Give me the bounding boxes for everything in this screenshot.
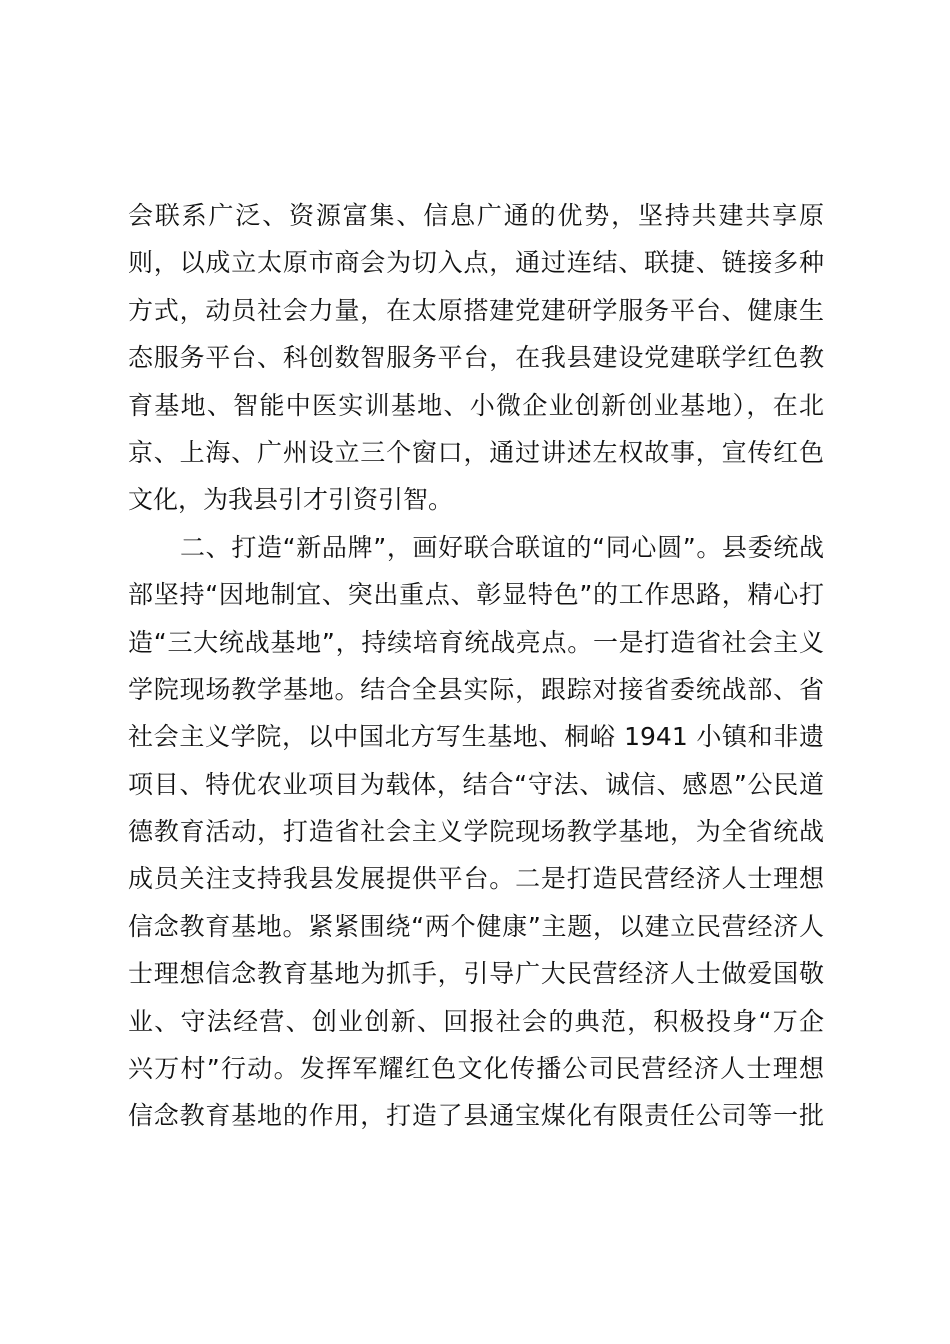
text-line: 京、上海、广州设立三个窗口，通过讲述左权故事，宣传红色 (128, 437, 824, 467)
document-body (128, 192, 824, 1140)
text-line-first-indented: 二、打造“新品牌”，画好联合联谊的“同心圆”。县委统战 (180, 532, 824, 562)
text-line: 育基地、智能中医实训基地、小微企业创新创业基地），在北 (128, 390, 824, 420)
text-line: 社会主义学院，以中国北方写生基地、桐峪 1941 小镇和非遗 (128, 722, 824, 752)
text-line: 士理想信念教育基地为抓手，引导广大民营经济人士做爱国敬 (128, 959, 824, 989)
text-line: 则，以成立太原市商会为切入点，通过连结、联捷、链接多种 (128, 248, 824, 278)
text-line: 学院现场教学基地。结合全县实际，跟踪对接省委统战部、省 (128, 674, 824, 704)
text-line: 信念教育基地。紧紧围绕“两个健康”主题，以建立民营经济人 (128, 911, 824, 941)
paragraph-section-two (128, 524, 824, 1140)
text-line: 业、守法经营、创业创新、回报社会的典范，积极投身“万企 (128, 1006, 824, 1036)
text-line: 部坚持“因地制宜、突出重点、彰显特色”的工作思路，精心打 (128, 580, 824, 610)
text-line-last: 文化，为我县引才引资引智。 (128, 485, 454, 515)
text-line: 成员关注支持我县发展提供平台。二是打造民营经济人士理想 (128, 864, 824, 894)
text-line: 态服务平台、科创数智服务平台，在我县建设党建联学红色教 (128, 343, 824, 373)
text-line: 会联系广泛、资源富集、信息广通的优势，坚持共建共享原 (128, 201, 824, 230)
text-line: 兴万村”行动。发挥军耀红色文化传播公司民营经济人士理想 (128, 1054, 824, 1084)
paragraph-continued (128, 192, 824, 524)
text-line: 项目、特优农业项目为载体，结合“守法、诚信、感恩”公民道 (128, 769, 824, 799)
text-line: 造“三大统战基地”，持续培育统战亮点。一是打造省社会主义 (128, 627, 824, 657)
text-line: 方式，动员社会力量，在太原搭建党建研学服务平台、健康生 (128, 295, 824, 325)
text-line: 信念教育基地的作用，打造了县通宝煤化有限责任公司等一批 (128, 1101, 824, 1131)
text-line: 德教育活动，打造省社会主义学院现场教学基地，为全省统战 (128, 817, 824, 847)
